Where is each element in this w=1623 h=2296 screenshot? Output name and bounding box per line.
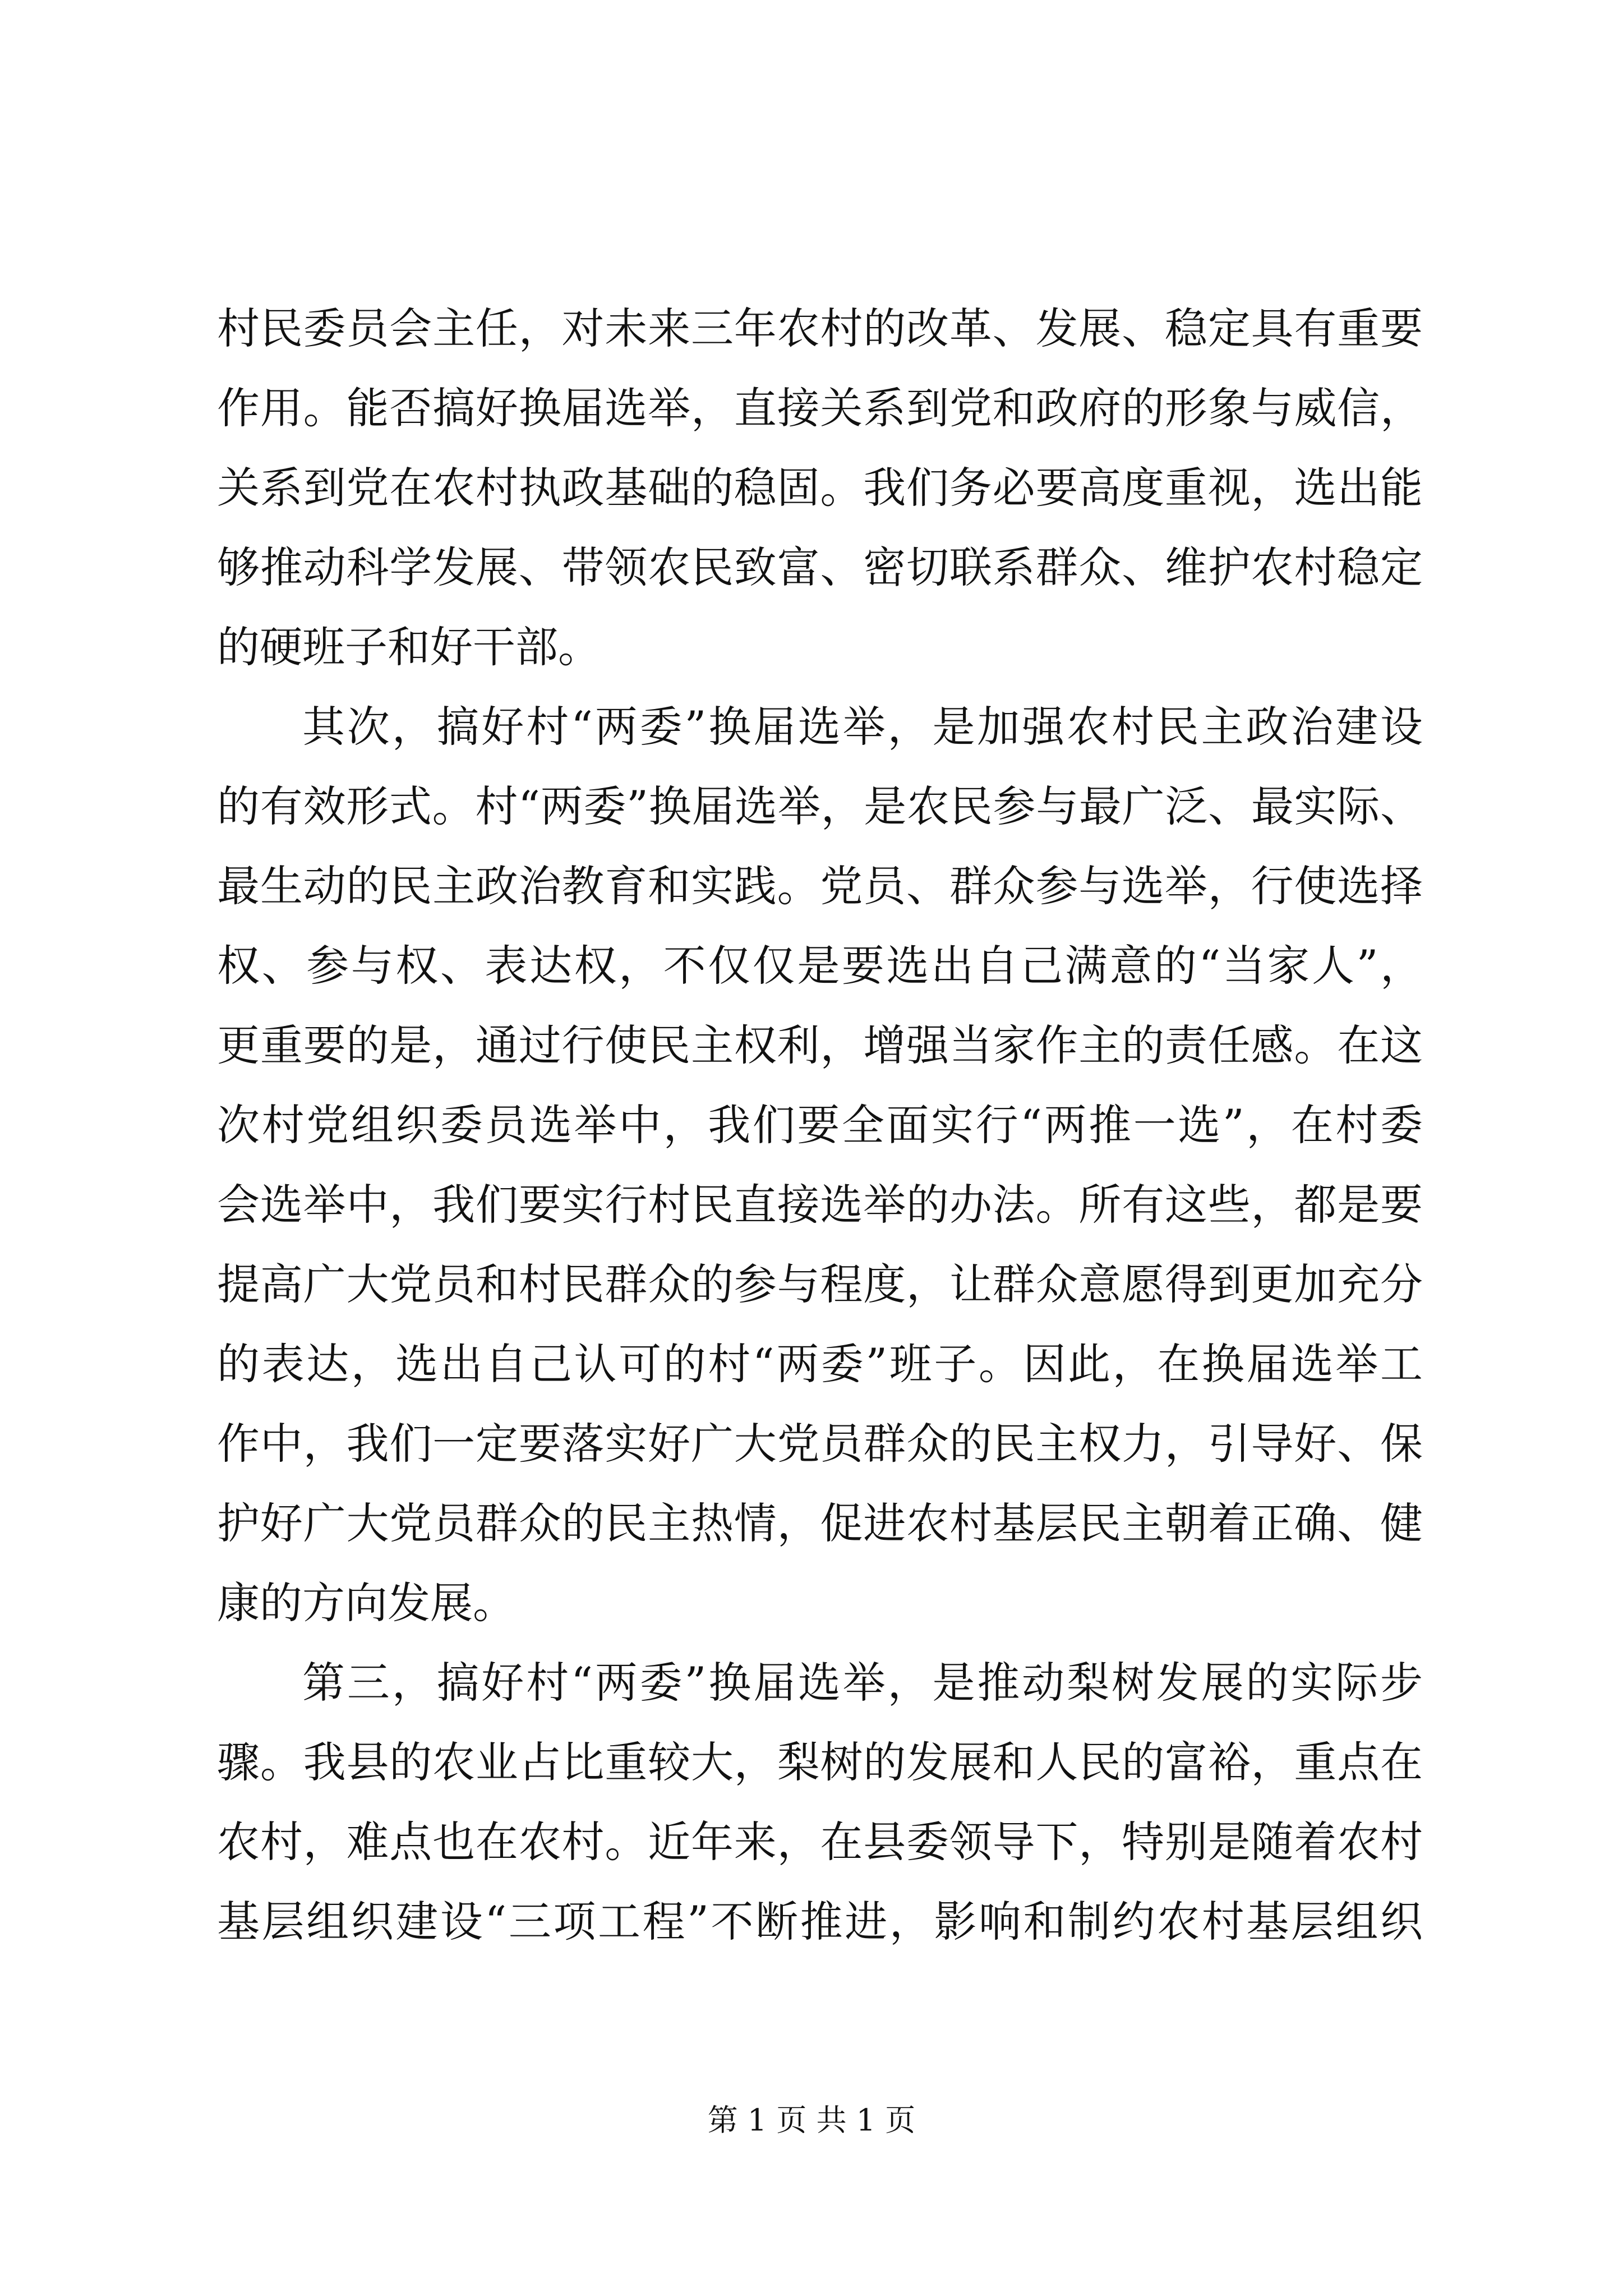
paragraph-line: 次村党组织委员选举中，我们要全面实行“两推一选”，在村委 <box>217 1100 1423 1150</box>
page-number-footer: 第 1 页 共 1 页 <box>707 2102 916 2138</box>
paragraph-line: 农村，难点也在农村。近年来，在县委领导下，特别是随着农村 <box>217 1817 1423 1867</box>
paragraph-line: 护好广大党员群众的民主热情，促进农村基层民主朝着正确、健 <box>217 1498 1423 1548</box>
paragraph-line: 的表达，选出自己认可的村“两委”班子。因此，在换届选举工 <box>217 1339 1423 1389</box>
paragraph-line: 康的方向发展。 <box>217 1578 515 1628</box>
paragraph-line: 够推动科学发展、带领农民致富、密切联系群众、维护农村稳定 <box>217 542 1423 592</box>
paragraph-line: 权、参与权、表达权，不仅仅是要选出自己满意的“当家人”， <box>217 941 1423 991</box>
document-body <box>217 289 1423 1962</box>
paragraph-line: 第三，搞好村“两委”换届选举，是推动梨树发展的实际步 <box>302 1658 1423 1708</box>
paragraph-line: 最生动的民主政治教育和实践。党员、群众参与选举，行使选择 <box>217 861 1423 911</box>
paragraph-line: 其次，搞好村“两委”换届选举，是加强农村民主政治建设 <box>302 702 1423 752</box>
paragraph-line: 作用。能否搞好换届选举，直接关系到党和政府的形象与威信， <box>217 383 1423 433</box>
paragraph-line: 的硬班子和好干部。 <box>217 622 601 672</box>
paragraph-line: 村民委员会主任，对未来三年农村的改革、发展、稳定具有重要 <box>217 303 1423 353</box>
paragraph-line: 的有效形式。村“两委”换届选举，是农民参与最广泛、最实际、 <box>217 781 1423 831</box>
paragraph-line: 会选举中，我们要实行村民直接选举的办法。所有这些，都是要 <box>217 1180 1423 1230</box>
paragraph-line: 提高广大党员和村民群众的参与程度，让群众意愿得到更加充分 <box>217 1259 1423 1309</box>
paragraph-line: 基层组织建设“三项工程”不断推进，影响和制约农村基层组织 <box>217 1897 1423 1947</box>
paragraph-line: 更重要的是，通过行使民主权利，增强当家作主的责任感。在这 <box>217 1020 1423 1070</box>
paragraph-line: 骤。我县的农业占比重较大，梨树的发展和人民的富裕，重点在 <box>217 1737 1423 1787</box>
paragraph-line: 作中，我们一定要落实好广大党员群众的民主权力，引导好、保 <box>217 1419 1423 1469</box>
paragraph-line: 关系到党在农村执政基础的稳固。我们务必要高度重视，选出能 <box>217 463 1423 513</box>
